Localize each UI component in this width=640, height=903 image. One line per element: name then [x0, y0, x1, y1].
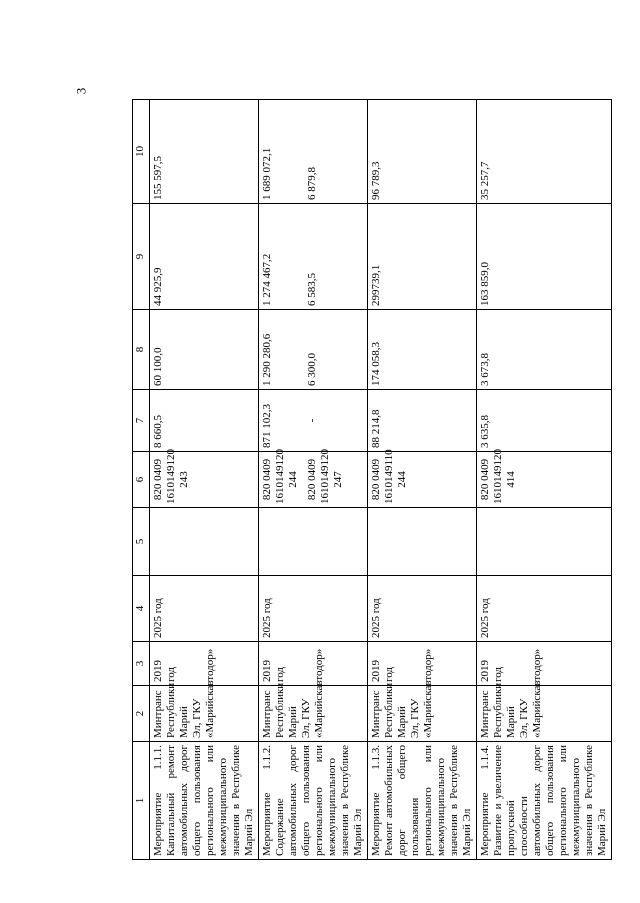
value-col9	[259, 204, 368, 310]
value: 6 583,5	[306, 273, 318, 306]
col-header-9: 9	[133, 204, 150, 310]
table-row	[150, 100, 259, 860]
col-header-2: 2	[133, 686, 150, 742]
budget-code: 820 0409 1610149110 244	[368, 452, 477, 508]
col-header-5: 5	[133, 508, 150, 576]
end-year: 2025 год	[259, 576, 368, 642]
value-col10: 155 597,5	[150, 100, 259, 204]
executor: Минтранс Республики Марий Эл, ГКУ «Марийскавтодор»	[477, 686, 612, 742]
value: 1 290 280,6	[261, 333, 273, 386]
col-header-10: 10	[133, 100, 150, 204]
col-header-8: 8	[133, 310, 150, 390]
value-col9: 163 859,0	[477, 204, 612, 310]
value: 871 102,3	[261, 404, 273, 448]
col-header-1: 1	[133, 742, 150, 860]
value: 1 274 467,2	[261, 253, 273, 306]
value: 6 879,8	[306, 167, 318, 200]
indicator	[477, 508, 612, 576]
value: -	[306, 418, 318, 423]
value-col8: 174 058,3	[368, 310, 477, 390]
measure-name: Мероприятие 1.1.4. Развитие и увеличение пропускной способности автомобильных дорог общего пользования регионального или межмуниципального значения в Республике Марий Эл	[477, 742, 612, 860]
table-row	[368, 100, 477, 860]
table-row	[259, 100, 368, 860]
end-year: 2025 год	[368, 576, 477, 642]
rotated-table-container	[132, 100, 608, 860]
value-col8: 3 673,8	[477, 310, 612, 390]
measure-name: Мероприятие 1.1.2. Содержание автомобильных дорог общего пользования регионального или межмуниципального значения в Республике Марий Эл	[259, 742, 368, 860]
col-header-7: 7	[133, 390, 150, 452]
value-col9: 299739,1	[368, 204, 477, 310]
col-header-3: 3	[133, 642, 150, 686]
start-year: 2019 год	[477, 642, 612, 686]
program-table	[132, 99, 612, 860]
value-col7: 88 214,8	[368, 390, 477, 452]
value-col8: 60 100,0	[150, 310, 259, 390]
value-col7	[259, 390, 368, 452]
budget-code: 820 0409 1610149120 414	[477, 452, 612, 508]
budget-code: 820 0409 1610149120 244	[261, 449, 299, 504]
executor: Минтранс Республики Марий Эл, ГКУ «Марийскавтодор»	[368, 686, 477, 742]
value-col7: 3 635,8	[477, 390, 612, 452]
budget-code: 820 0409 1610149120 247	[306, 449, 344, 504]
measure-name: Мероприятие 1.1.1. Капитальный ремонт автомобильных дорог общего пользования регионального или межмуниципального значения в Республике Марий Эл	[150, 742, 259, 860]
end-year: 2025 год	[150, 576, 259, 642]
value: 6 300,0	[306, 353, 318, 386]
indicator	[150, 508, 259, 576]
indicator	[259, 508, 368, 576]
value: 1 689 072,1	[261, 147, 273, 200]
start-year: 2019 год	[150, 642, 259, 686]
executor: Минтранс Республики Марий Эл, ГКУ «Марийскавтодор»	[259, 686, 368, 742]
value-col9: 44 925,9	[150, 204, 259, 310]
value-col10: 35 257,7	[477, 100, 612, 204]
col-header-6: 6	[133, 452, 150, 508]
page-number: 3	[73, 87, 89, 95]
start-year: 2019 год	[259, 642, 368, 686]
value-col10: 96 789,3	[368, 100, 477, 204]
value-col10	[259, 100, 368, 204]
measure-name: Мероприятие 1.1.3. Ремонт автомобильных дорог общего пользования регионального или межмуниципального значения в Республике Марий Эл	[368, 742, 477, 860]
budget-code: 820 0409 1610149120 243	[150, 452, 259, 508]
executor: Минтранс Республики Марий Эл, ГКУ «Марийскавтодор»	[150, 686, 259, 742]
end-year: 2025 год	[477, 576, 612, 642]
budget-codes	[259, 449, 368, 508]
table-row	[477, 100, 612, 860]
start-year: 2019 год	[368, 642, 477, 686]
column-number-row	[133, 100, 150, 860]
indicator	[368, 508, 477, 576]
col-header-4: 4	[133, 576, 150, 642]
value-col7: 8 660,5	[150, 390, 259, 452]
value-col8	[259, 310, 368, 390]
